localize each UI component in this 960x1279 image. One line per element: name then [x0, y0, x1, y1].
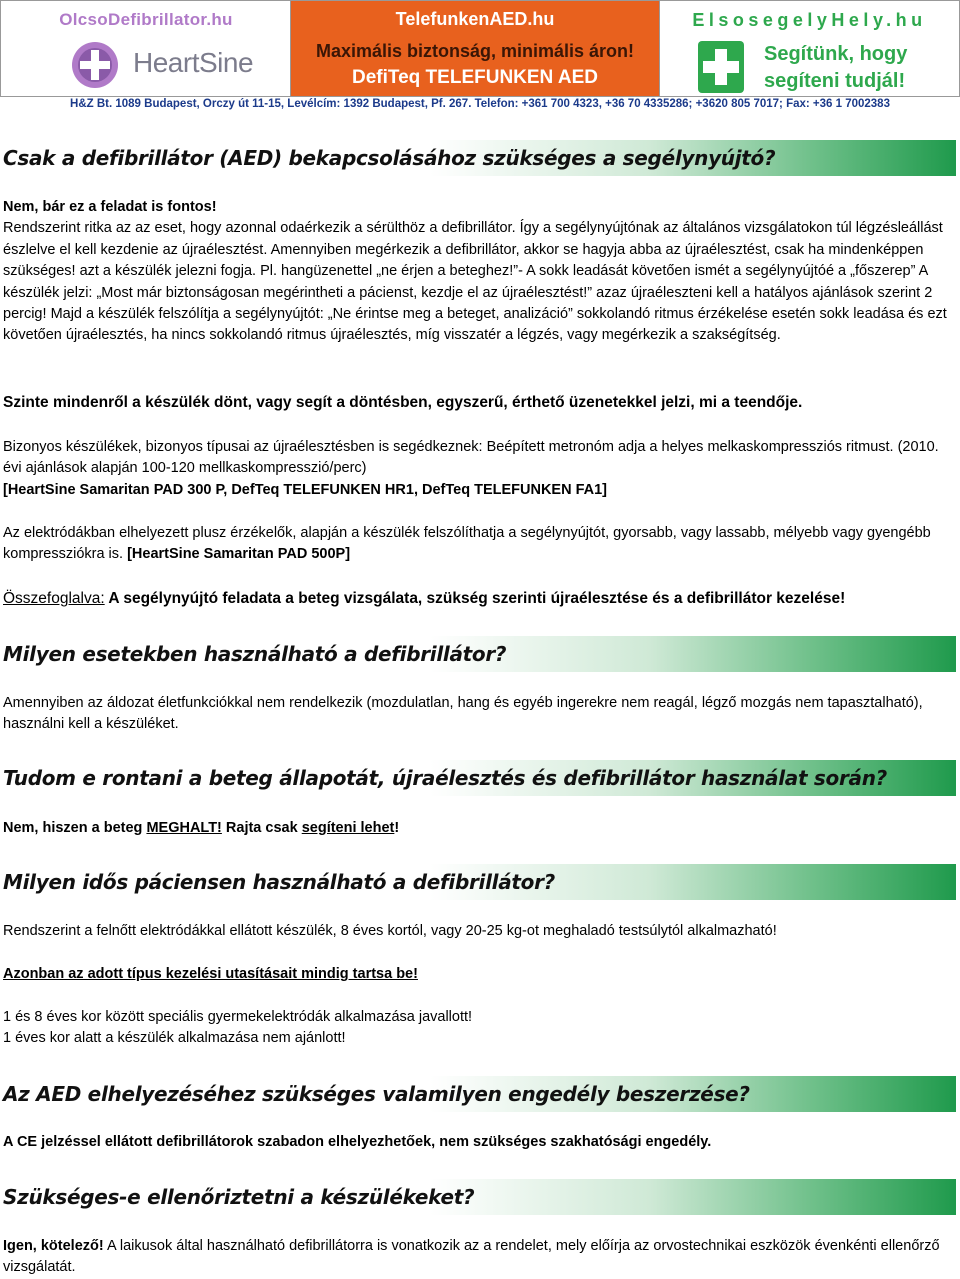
first-aid-cross-icon	[698, 41, 744, 93]
s1-text-b: Így a segélynyújtónak az általános vizsgálatokon túl légzésleállást észlelve el kell kezdenie az újraélesztést.	[3, 220, 943, 258]
heading-bar-can-harm	[0, 760, 956, 796]
s4-paragraph-1: Rendszerint a felnőtt elektródákkal ellátott készülék, 8 éves kortól, vagy 20-25 kg-ot meghaladó testsúlytól alkalmazható!	[3, 923, 777, 939]
s6-text: A laikusok által használható defibrillátorra is vonatkozik az a rendelet, mely előírja az orvostechnikai eszközök évenkénti ellenőrző vizsgálatát.	[3, 1238, 940, 1276]
heading-patient-age: Milyen idős páciensen használható a defibrillátor?	[3, 870, 555, 894]
middle-product: DefiTeq TELEFUNKEN AED	[352, 67, 598, 88]
s1-text-c: Amennyiben megérkezik a defibrillátor, akkor se hagyja abba az újraélesztést, csak ha mindenképpen szükséges! azt a készülék jelezni fogja. Pl. hangüzenettel „ne érjen a beteghez!”	[3, 241, 924, 280]
heading-aed-operator: Csak a defibrillátor (AED) bekapcsolásához szükséges a segélynyújtó?	[3, 146, 776, 170]
middle-slogan: Maximális biztonság, minimális áron!	[315, 41, 635, 61]
right-help-line-1: Segítünk, hogy	[764, 43, 908, 65]
heading-inspection: Szükséges-e ellenőriztetni a készülékeket?	[3, 1185, 475, 1209]
s1-text-a: Rendszerint ritka az az eset, hogy azonnal odaérkezik a sérülthöz a defibrillátor.	[3, 220, 516, 237]
s4-paragraph-3	[3, 1007, 955, 1050]
s1-sensor-text: Az elektródákban elhelyezett plusz érzékelők, alapján a készülék felszólíthatja a segélynyújtót, gyorsabb, vagy lassabb, mélyebb vagy gyengébb kompressziókra is.	[3, 525, 931, 563]
heading-when-usable: Milyen esetekben használható a defibrillátor?	[3, 642, 507, 666]
s3-paragraph-1	[3, 818, 955, 839]
s1-summary-text: A segélynyújtó feladata a beteg vizsgálata, szükség szerinti újraélesztése és a defibrillátor kezelése!	[104, 590, 846, 607]
s1-paragraph-3	[3, 437, 955, 501]
s1-text-e: Majd a készülék felszólítja a segélynyújtót: „Ne érintse meg a beteget, analizáció” sokkolandó ritmus érzékelése esetén sokk leadása és ezt követően újraélesztés, ha nincs sokkolandó ritmus újraélesztés, míg visszatér a légzés, vagy megérkezik a szakségítség.	[3, 306, 947, 344]
heading-bar-permit	[0, 1076, 956, 1112]
heading-can-harm: Tudom e rontani a beteg állapotát, újraélesztés és defibrillátor használat során?	[3, 766, 887, 790]
heading-bar-when-usable	[0, 636, 956, 672]
s4-child-electrodes: 1 és 8 éves kor között speciális gyermekelektródák alkalmazása javallott!	[3, 1009, 473, 1025]
s1-paragraph-1	[3, 197, 955, 347]
company-address: H&Z Bt. 1089 Budapest, Orczy út 11-15, Levélcím: 1392 Budapest, Pf. 267. Telefon: +361 700 4323, +36 70 4335286; +3620 805 7017; Fax: +36 1 7002383	[70, 98, 890, 110]
header-banner	[0, 0, 960, 97]
header-right-panel	[660, 1, 959, 96]
s1-text-d: - A sokk leadását követően ismét a segélynyújtóé a „főszerep” A készülék jelzi: „Most már biztonságosan megérintheti a pácienst, kezdje el az újraélesztést!” azaz újraéleszteni kell a hatályos ajánlások szerint 2 percig!	[3, 263, 933, 323]
s1-metronome-models: [HeartSine Samaritan PAD 300 P, DefTeq TELEFUNKEN HR1, DefTeq TELEFUNKEN FA1]	[3, 481, 608, 498]
header-left-panel	[1, 1, 291, 96]
left-site-link[interactable]: OlcsoDefibrillator.hu	[59, 10, 233, 29]
s1-paragraph-2: Szinte mindenről a készülék dönt, vagy segít a döntésben, egyszerű, érthető üzenetekkel jelzi, mi a teendője.	[3, 394, 803, 411]
s3-text-e: !	[394, 820, 400, 836]
s3-text-c: Rajta csak	[221, 820, 302, 836]
s1-paragraph-4	[3, 523, 955, 566]
s1-metronome-text: Bizonyos készülékek, bizonyos típusai az újraélesztésben is segédkeznek: Beépített metronóm adja a helyes melkaskompressziós ritmust. (2010. évi ajánlások alapján 100-120 mellkaskompresszió/perc)	[3, 439, 939, 477]
s5-paragraph-1: A CE jelzéssel ellátott defibrillátorok szabadon elhelyezhetőek, nem szükséges szakhatósági engedély.	[3, 1134, 712, 1150]
right-help-line-2: segíteni tudjál!	[764, 70, 906, 92]
header-middle-panel	[291, 1, 660, 96]
s3-text-b: MEGHALT!	[146, 820, 222, 836]
heartsine-logo-icon	[71, 41, 119, 89]
heartsine-brand: HeartSine	[133, 47, 254, 78]
s6-paragraph-1	[3, 1236, 955, 1279]
heading-bar-aed-operator	[0, 140, 956, 176]
s1-answer: Nem, bár ez a feladat is fontos!	[3, 199, 217, 215]
heading-bar-inspection	[0, 1179, 956, 1215]
s6-answer: Igen, kötelező!	[3, 1238, 104, 1254]
heading-bar-patient-age	[0, 864, 956, 900]
s1-sensor-model: [HeartSine Samaritan PAD 500P]	[127, 546, 351, 563]
s1-summary	[3, 588, 955, 609]
s3-text-d: segíteni lehet	[301, 820, 395, 836]
s3-text-a: Nem, hiszen a beteg	[3, 820, 147, 836]
s1-summary-label: Összefoglalva:	[3, 590, 105, 607]
s4-paragraph-2: Azonban az adott típus kezelési utasításait mindig tartsa be!	[3, 966, 418, 982]
heading-permit: Az AED elhelyezéséhez szükséges valamilyen engedély beszerzése?	[3, 1082, 750, 1106]
middle-site-link[interactable]: TelefunkenAED.hu	[395, 9, 555, 29]
s2-paragraph-1: Amennyiben az áldozat életfunkciókkal nem rendelkezik (mozdulatlan, hang és egyéb ingerekre nem reagál, légző mozgás nem tapasztalható), használni kell a készüléket.	[3, 695, 923, 733]
s4-infant-warning: 1 éves kor alatt a készülék alkalmazása nem ajánlott!	[3, 1030, 346, 1047]
right-help-text	[764, 41, 907, 95]
right-site-link[interactable]: ElsosegelyHely.hu	[692, 10, 927, 30]
